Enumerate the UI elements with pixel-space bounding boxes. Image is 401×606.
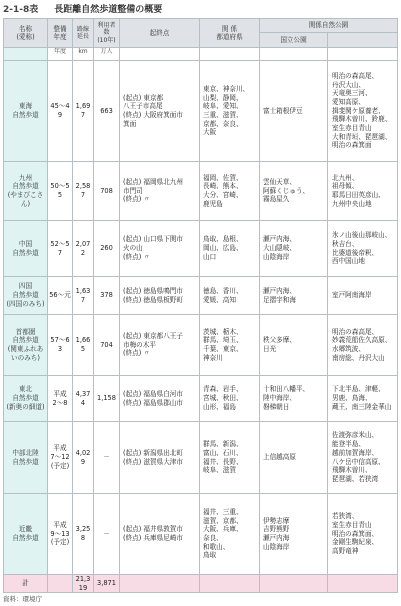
header-endpoints: 起終点	[120, 19, 200, 48]
units-row	[4, 48, 398, 61]
trail-prefectures: 鳥取、島根、 岡山、広島、 山口	[200, 221, 260, 277]
trail-national-parks: 雲仙天草、 阿蘇くじゅう、 霧島屋久	[260, 162, 328, 221]
trail-users: 378	[94, 277, 120, 315]
unit-length: km	[73, 48, 94, 61]
trail-endpoints: (起点) 新潟県出北町 (終点) 滋賀県大津市	[120, 422, 200, 494]
total-length: 21,319	[73, 575, 94, 593]
trail-period: 平成 9～13 (予定)	[48, 494, 73, 575]
trail-prefectures: 青森、岩手、 宮城、秋田、 山形、福島	[200, 376, 260, 422]
table-row	[4, 277, 398, 315]
trail-period: 52～57	[48, 221, 73, 277]
trail-length: 2,587	[73, 162, 94, 221]
trail-endpoints: (起点) 徳島県鳴門市 (終点) 徳島県板野町	[120, 277, 200, 315]
header-length: 路線 延長	[73, 19, 94, 48]
trail-national-parks: 上信越高原	[260, 422, 328, 494]
trail-name: 近畿 自然歩道	[4, 494, 48, 575]
trail-quasi-parks: 明治の森高尾、 妙義荒船佐久高原、 水郷筑波、 南房総、丹沢大山	[328, 315, 398, 376]
trail-users: 708	[94, 162, 120, 221]
trail-quasi-parks: 下北半島、津軽、 男鹿、鳥海、 蔵王、南三陸金華山	[328, 376, 398, 422]
trail-period: 50～55	[48, 162, 73, 221]
trail-length: 2,072	[73, 221, 94, 277]
trail-national-parks: 瀬戸内海、 大山隠岐、 山陰海岸	[260, 221, 328, 277]
trail-users: 704	[94, 315, 120, 376]
header-users: 利用者数 (10年)	[94, 19, 120, 48]
trail-users: 1,158	[94, 376, 120, 422]
table-row	[4, 422, 398, 494]
trail-length: 3,258	[73, 494, 94, 575]
header-name: 名称 (愛称)	[4, 19, 48, 48]
table-row	[4, 494, 398, 575]
trail-prefectures: 東京、神奈川、 山梨、静岡、 岐阜、愛知、 三重、滋賀、 京都、奈良、 大阪	[200, 61, 260, 162]
nature-trail-table	[3, 18, 398, 593]
trail-endpoints: (起点) 福島県白河市 (終点) 福島県郡山市	[120, 376, 200, 422]
trail-quasi-parks: 若狭湾、 室生赤目青山 明治の森箕面、 金剛生駒紀泉、 高野竜神	[328, 494, 398, 575]
trail-length: 1,637	[73, 277, 94, 315]
trail-endpoints: (起点) 福岡県北九州 市門司 (終点) 〃	[120, 162, 200, 221]
trail-length: 4,029	[73, 422, 94, 494]
trail-quasi-parks: 北九州、 祖母傾、 耶馬日田英彦山、 九州中央山地	[328, 162, 398, 221]
trail-name: 東北 自然歩道 (新奥の細道)	[4, 376, 48, 422]
header-quasi-park	[328, 33, 398, 48]
total-users: 3,871	[94, 575, 120, 593]
trail-name: 九州 自然歩道 (やまびこさん)	[4, 162, 48, 221]
total-label: 計	[4, 575, 48, 593]
table-caption: 長距離自然歩道整備の概要	[54, 5, 163, 15]
trail-prefectures: 徳島、香川、 愛媛、高知	[200, 277, 260, 315]
table-row	[4, 376, 398, 422]
trail-period: 56～元	[48, 277, 73, 315]
trail-users: 663	[94, 61, 120, 162]
trail-endpoints: (起点) 東京都 八王子市高尾 (終点) 大阪府箕面市 箕面	[120, 61, 200, 162]
header-national-park: 国立公園	[260, 33, 328, 48]
table-row	[4, 61, 398, 162]
trail-national-parks: 伊勢志摩 吉野熊野 瀬戸内海 山陰海岸	[260, 494, 328, 575]
trail-national-parks: 秩父多摩、 日光	[260, 315, 328, 376]
trail-name: 中国 自然歩道	[4, 221, 48, 277]
trail-national-parks: 富士箱根伊豆	[260, 61, 328, 162]
trail-quasi-parks: 明治の森高尾、 丹沢大山、 天竜奥三河、 愛知高原、 揖斐関ケ原養老、 飛騨木曽川、鈴鹿、 室生赤目青山 大和青垣、琵琶湖、 明治の森箕面	[328, 61, 398, 162]
trail-name: 四国 自然歩道 (四国のみち)	[4, 277, 48, 315]
table-title	[3, 2, 162, 15]
trail-period: 平成 7～12 (予定)	[48, 422, 73, 494]
unit-users: 万人	[94, 48, 120, 61]
header-prefectures: 関 係 都道府県	[200, 19, 260, 48]
trail-users: 260	[94, 221, 120, 277]
trail-national-parks: 瀬戸内海、 足摺宇和海	[260, 277, 328, 315]
trail-period: 平成 2～8	[48, 376, 73, 422]
trail-name: 東海 自然歩道	[4, 61, 48, 162]
trail-length: 1,665	[73, 315, 94, 376]
trail-length: 1,697	[73, 61, 94, 162]
trail-period: 57～63	[48, 315, 73, 376]
header-parks: 関係自然公園	[260, 19, 398, 33]
trail-name: 首都圏 自然歩道 (関東ふれあ いのみち)	[4, 315, 48, 376]
table-row	[4, 162, 398, 221]
trail-quasi-parks: 氷ノ山後山那岐山、 秋吉台、 比婆道後帝釈、 西中国山地	[328, 221, 398, 277]
table-row	[4, 221, 398, 277]
trail-national-parks: 十和田八幡平、 陸中海岸、 磐梯朝日	[260, 376, 328, 422]
trail-prefectures: 群馬、新潟、 富山、石川、 福井、長野、 岐阜、滋賀	[200, 422, 260, 494]
trail-name: 中部北陸 自然歩道	[4, 422, 48, 494]
table-row	[4, 315, 398, 376]
unit-period: 年度	[48, 48, 73, 61]
trail-users: －	[94, 422, 120, 494]
trail-endpoints: (起点) 山口県下関市 火の山 (終点) 〃	[120, 221, 200, 277]
trail-endpoints: (起点) 福井県敦賀市 (終点) 兵庫県尼崎市	[120, 494, 200, 575]
trail-prefectures: 茨城、栃木、 群馬、埼玉、 千葉、東京、 神奈川	[200, 315, 260, 376]
trail-quasi-parks: 室戸阿南海岸	[328, 277, 398, 315]
trail-prefectures: 福岡、佐賀、 長崎、熊本、 大分、宮崎、 鹿児島	[200, 162, 260, 221]
trail-length: 4,374	[73, 376, 94, 422]
trail-endpoints: (起点) 東京都八王子 市梅の木平 (終点) 〃	[120, 315, 200, 376]
source-note: 資料：環境庁	[3, 595, 42, 603]
table-number: 2-1-8表	[3, 5, 39, 15]
trail-prefectures: 福井、三重、 滋賀、京都、 大阪、兵庫、 奈良、 和歌山、 鳥取	[200, 494, 260, 575]
header-period: 整備 年度	[48, 19, 73, 48]
trail-quasi-parks: 佐渡弥彦米山、 能登半島、 越前加賀海岸、 八ケ岳中信高原、 飛騨木曽川、 琵琶湖、若狭湾	[328, 422, 398, 494]
total-row	[4, 575, 398, 593]
trail-users: －	[94, 494, 120, 575]
trail-period: 45～49	[48, 61, 73, 162]
